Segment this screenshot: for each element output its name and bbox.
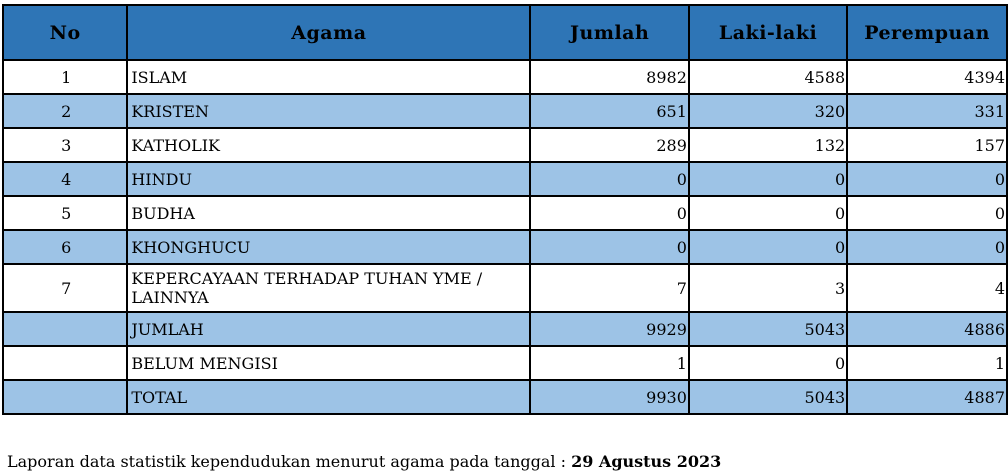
cell-laki-laki: 5043 <box>689 312 847 346</box>
cell-jumlah: 1 <box>530 346 688 380</box>
header-perempuan: Perempuan <box>847 5 1007 60</box>
report-date: 29 Agustus 2023 <box>571 452 722 471</box>
cell-agama: KHONGHUCU <box>127 230 530 264</box>
cell-no: 6 <box>3 230 127 264</box>
cell-agama: HINDU <box>127 162 530 196</box>
cell-agama: TOTAL <box>127 380 530 414</box>
table-row <box>3 60 1007 94</box>
cell-jumlah: 0 <box>530 230 688 264</box>
cell-jumlah: 651 <box>530 94 688 128</box>
cell-no <box>3 346 127 380</box>
cell-agama: ISLAM <box>127 60 530 94</box>
cell-laki-laki: 4588 <box>689 60 847 94</box>
report-footer <box>7 452 721 471</box>
cell-jumlah: 9930 <box>530 380 688 414</box>
cell-laki-laki: 132 <box>689 128 847 162</box>
cell-perempuan: 331 <box>847 94 1007 128</box>
header-jumlah: Jumlah <box>530 5 688 60</box>
cell-laki-laki: 0 <box>689 162 847 196</box>
cell-laki-laki: 0 <box>689 346 847 380</box>
cell-perempuan: 0 <box>847 230 1007 264</box>
header-agama: Agama <box>127 5 530 60</box>
cell-agama: JUMLAH <box>127 312 530 346</box>
table-row <box>3 230 1007 264</box>
table-row <box>3 128 1007 162</box>
cell-agama: BELUM MENGISI <box>127 346 530 380</box>
cell-no: 2 <box>3 94 127 128</box>
cell-no <box>3 312 127 346</box>
cell-jumlah: 7 <box>530 264 688 312</box>
cell-laki-laki: 5043 <box>689 380 847 414</box>
cell-no: 4 <box>3 162 127 196</box>
cell-agama: KATHOLIK <box>127 128 530 162</box>
cell-laki-laki: 0 <box>689 196 847 230</box>
cell-perempuan: 4887 <box>847 380 1007 414</box>
cell-perempuan: 0 <box>847 162 1007 196</box>
cell-laki-laki: 320 <box>689 94 847 128</box>
header-no: No <box>3 5 127 60</box>
footer-text: Laporan data statistik kependudukan menurut agama pada tanggal : <box>7 452 572 471</box>
cell-no <box>3 380 127 414</box>
cell-agama: KRISTEN <box>127 94 530 128</box>
header-laki-laki: Laki-laki <box>689 5 847 60</box>
cell-perempuan: 1 <box>847 346 1007 380</box>
cell-no: 3 <box>3 128 127 162</box>
cell-perempuan: 4394 <box>847 60 1007 94</box>
cell-jumlah: 0 <box>530 196 688 230</box>
cell-perempuan: 0 <box>847 196 1007 230</box>
religion-statistics-table <box>2 4 1008 415</box>
cell-agama: BUDHA <box>127 196 530 230</box>
cell-laki-laki: 0 <box>689 230 847 264</box>
cell-jumlah: 9929 <box>530 312 688 346</box>
cell-agama: KEPERCAYAAN TERHADAP TUHAN YME / LAINNYA <box>127 264 530 312</box>
cell-no: 1 <box>3 60 127 94</box>
cell-laki-laki: 3 <box>689 264 847 312</box>
cell-jumlah: 8982 <box>530 60 688 94</box>
cell-jumlah: 0 <box>530 162 688 196</box>
table-row <box>3 264 1007 312</box>
table-header-row <box>3 5 1007 60</box>
cell-no: 5 <box>3 196 127 230</box>
cell-perempuan: 4 <box>847 264 1007 312</box>
cell-no: 7 <box>3 264 127 312</box>
table-row <box>3 94 1007 128</box>
table-row <box>3 162 1007 196</box>
table-total-row <box>3 380 1007 414</box>
table-subtotal-row <box>3 312 1007 346</box>
table-row <box>3 346 1007 380</box>
cell-perempuan: 4886 <box>847 312 1007 346</box>
table-row <box>3 196 1007 230</box>
cell-jumlah: 289 <box>530 128 688 162</box>
cell-perempuan: 157 <box>847 128 1007 162</box>
